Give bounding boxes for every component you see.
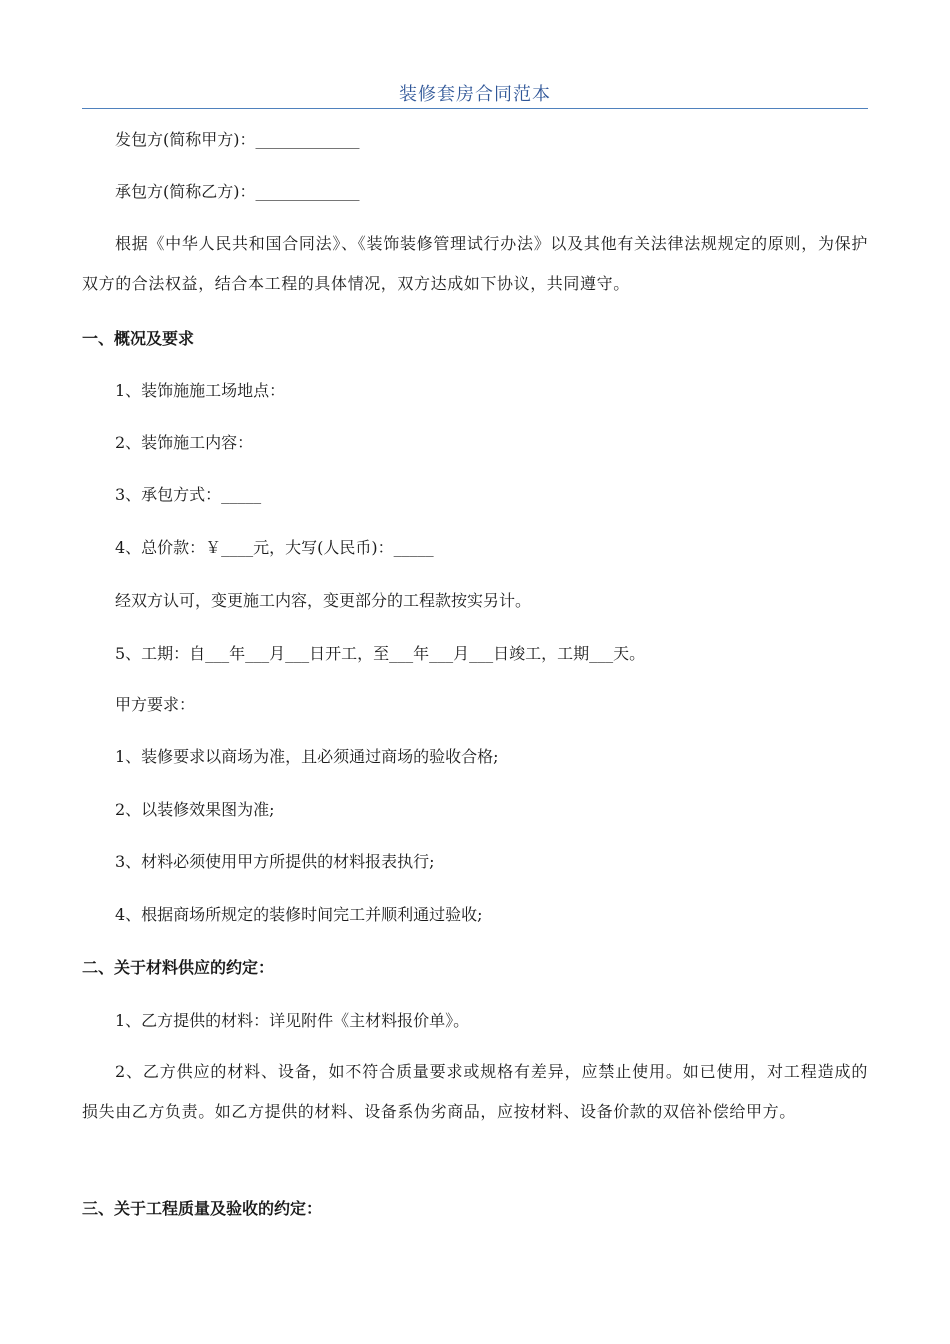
section-1-heading: 一、概况及要求 <box>82 329 195 348</box>
section-1-note: 经双方认可，变更施工内容，变更部分的工程款按实另计。 <box>115 591 532 610</box>
section-1-item: 1、装饰施施工场地点： <box>115 381 286 400</box>
requirement-item: 4、根据商场所规定的装修时间完工并顺利通过验收; <box>115 905 483 924</box>
section-1-item: 2、装饰施工内容： <box>115 433 254 452</box>
title-underline <box>82 108 868 109</box>
party-a-line: 发包方(简称甲方)：_____________ <box>115 130 360 149</box>
section-3-heading: 三、关于工程质量及验收的约定： <box>82 1199 323 1218</box>
requirement-item: 3、材料必须使用甲方所提供的材料报表执行; <box>115 852 435 871</box>
section-2-heading: 二、关于材料供应的约定： <box>82 958 275 977</box>
section-1-item: 5、工期：自___年___月___日开工，至___年___月___日竣工，工期___天。 <box>115 644 646 663</box>
section-1-item: 3、承包方式：_____ <box>115 485 262 504</box>
party-b-line: 承包方(简称乙方)：_____________ <box>115 182 360 201</box>
intro-paragraph: 根据《中华人民共和国合同法》、《装饰装修管理试行办法》以及其他有关法律法规规定的原则，为保护双方的合法权益，结合本工程的具体情况，双方达成如下协议，共同遵守。 <box>82 234 868 293</box>
requirement-item: 1、装修要求以商场为准，且必须通过商场的验收合格; <box>115 747 499 766</box>
requirement-item: 2、以装修效果图为准; <box>115 800 275 819</box>
document-title: 装修套房合同范本 <box>399 84 551 105</box>
section-2-item: 1、乙方提供的材料：详见附件《主材料报价单》。 <box>115 1011 470 1030</box>
section-2-paragraph: 2、乙方供应的材料、设备，如不符合质量要求或规格有差异，应禁止使用。如已使用，对工程造成的损失由乙方负责。如乙方提供的材料、设备系伪劣商品，应按材料、设备价款的双倍补偿给甲方。 <box>82 1062 868 1121</box>
requirements-label: 甲方要求： <box>115 695 196 714</box>
section-1-item: 4、总价款：￥____元，大写(人民币)：_____ <box>115 538 434 557</box>
